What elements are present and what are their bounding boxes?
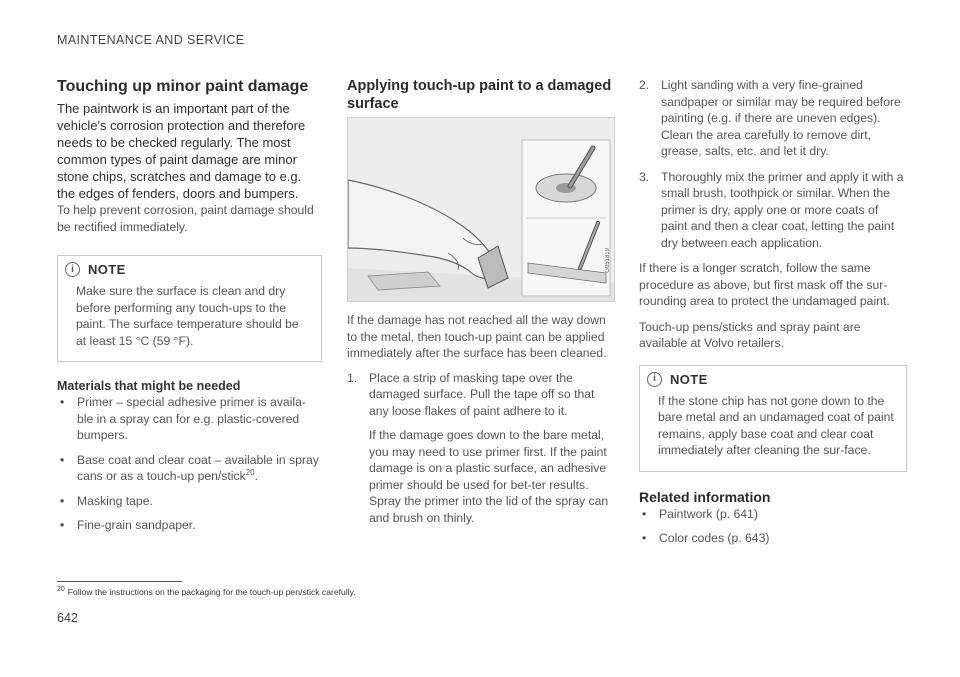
- related-list: [639, 506, 907, 547]
- info-icon: i: [65, 262, 80, 277]
- note-box: [57, 255, 322, 362]
- touch-up-illustration: [348, 118, 614, 301]
- step-extra: If the damage goes down to the bare metal, you may need to use primer first. If the paint damage is on a plastic surface, an adhesive primer should be used for bet-ter results. Spray the primer into the lid of the spray can and brush on thinly.: [369, 428, 609, 525]
- note-box: [639, 365, 907, 472]
- footnote-divider: [57, 581, 182, 582]
- list-item: • Masking tape.: [57, 493, 322, 510]
- scratch-paragraph: If there is a longer scratch, follow the same procedure as above, but first mask off the sur-rounding area to protect the undamaged paint.: [639, 261, 890, 308]
- list-item: • Primer – special adhesive primer is availa-ble in a spray can for e.g. plastic-covered bumpers.: [57, 394, 322, 444]
- column-left: [57, 77, 322, 534]
- materials-list: [57, 394, 322, 534]
- note-label: NOTE: [670, 371, 708, 387]
- steps-list: [347, 370, 615, 527]
- step-item: 3. Thoroughly mix the primer and apply it with a small brush, toothpick or similar. When the primer is dry, apply one or more coats of paint and then a clear coat, letting the paint dry between each application.: [639, 169, 904, 250]
- note-text: Make sure the surface is clean and dry before performing any touch-ups to the paint. The surface temperature should be at least 15 °C (59 °F).: [76, 284, 299, 348]
- footnote: $^{20}$ Follow the instructions on the packaging for the touch-up pen/stick carefully.: [57, 586, 356, 597]
- related-link[interactable]: • Color codes (p. 643): [639, 530, 907, 547]
- column-right: [639, 77, 907, 547]
- info-icon: i: [647, 372, 662, 387]
- related-heading: Related information: [639, 488, 771, 505]
- list-item: • Fine-grain sandpaper.: [57, 517, 322, 534]
- steps-list-continued: [639, 77, 907, 251]
- availability-paragraph: Touch-up pens/sticks and spray paint are available at Volvo retailers.: [639, 319, 861, 350]
- running-header: MAINTENANCE AND SERVICE: [57, 33, 245, 47]
- note-text: If the stone chip has not gone down to the bare metal and an undamaged coat of paint remains, apply base coat and clear coat immediately after cleaning the sur-face.: [658, 393, 894, 457]
- note-label: NOTE: [88, 262, 126, 277]
- procedure-title: Applying touch-up paint to a damaged surface: [347, 78, 612, 112]
- figure-code: G051819: [605, 248, 611, 273]
- step-item: 2. Light sanding with a very fine-grained sandpaper or similar may be required before painting (e.g. if there are uneven edges). Clean the area carefully to remove dirt, grease, salts, etc. and let it dry.: [639, 78, 901, 158]
- step-item: 1. Place a strip of masking tape over the damaged surface. Pull the tape off so that any loose flakes of paint adhere to it. If the damage goes down to the bare metal, you may need to use primer first. If the paint damage is on a plastic surface, an adhesive primer should be used for bet-ter results. Spray the primer into the lid of the spray can and brush on thinly.: [347, 370, 615, 527]
- body-paragraph: To help prevent corrosion, paint damage should be rectified immediately.: [57, 203, 314, 234]
- section-title: Touching up minor paint damage: [57, 78, 309, 95]
- lead-paragraph: The paintwork is an important part of the vehicle's corrosion protection and therefore needs to be checked regularly. The most common types of paint damage are minor stone chips, scratches and damage to e.g. the edges of fenders, doors and bumpers.: [57, 101, 306, 201]
- footnote-ref: 20: [245, 467, 255, 477]
- materials-heading: Materials that might be needed: [57, 379, 241, 393]
- intro-paragraph: If the damage has not reached all the way down to the metal, then touch-up paint can be applied immediately after the surface has been cleaned.: [347, 313, 607, 360]
- page-number: 642: [57, 611, 78, 625]
- list-item: • Base coat and clear coat – available in spray cans or as a touch-up pen/stick$^{20}$.: [57, 452, 322, 485]
- illustration: [347, 117, 615, 302]
- column-middle: [347, 77, 615, 526]
- related-link[interactable]: • Paintwork (p. 641): [639, 506, 907, 523]
